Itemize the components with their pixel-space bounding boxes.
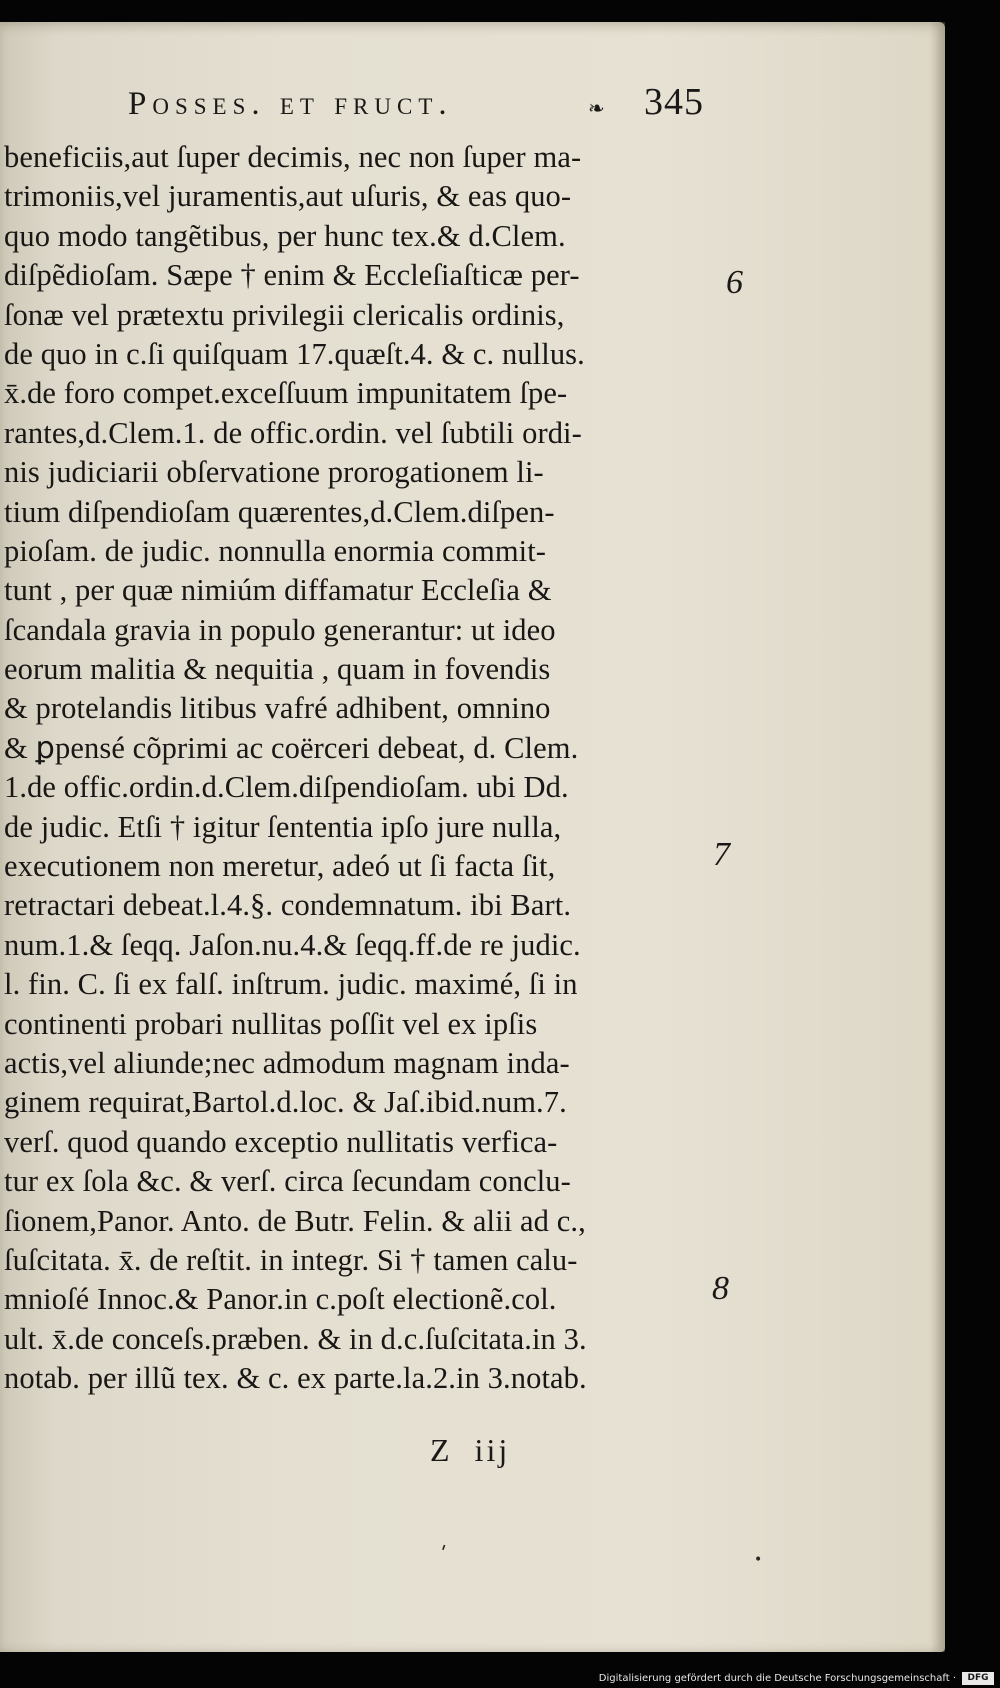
text-line: verſ. quod quando exceptio nullitatis verfica- <box>4 1124 558 1159</box>
text-line: de judic. Etſi † igitur ſententia ipſo jure nulla, <box>4 809 562 844</box>
digitization-credit: Digitalisierung gefördert durch die Deutsche Forschungsgemeinschaft · <box>598 1673 956 1684</box>
body-text <box>4 138 704 1399</box>
text-line: l. fin. C. ſi ex falſ. inſtrum. judic. maximé, ſi in <box>4 967 578 1002</box>
text-line: tur ex ſola &c. & verſ. circa ſecundam conclu- <box>4 1164 571 1199</box>
text-line: actis,vel aliunde;nec admodum magnam inda- <box>4 1045 570 1080</box>
text-line: ginem requirat,Bartol.d.loc. & Jaſ.ibid.num.7. <box>4 1085 567 1120</box>
text-line: executionem non meretur, adeó ut ſi facta ſit, <box>4 849 556 884</box>
text-line: de quo in c.ſi quiſquam 17.quæſt.4. & c. nullus. <box>4 336 585 371</box>
ornament-icon: ❧ <box>588 96 605 120</box>
text-line: beneficiis,aut ſuper decimis, nec non ſuper ma- <box>4 140 582 174</box>
page-number: 345 <box>644 81 704 123</box>
text-line: mnioſé Innoc.& Panor.in c.poſt electionẽ.col. <box>4 1282 557 1317</box>
text-line: continenti probari nullitas poſſit vel ex ipſis <box>4 1006 538 1041</box>
text-line: ſonæ vel prætextu privilegii clericalis ordinis, <box>4 297 565 332</box>
text-line: rantes,d.Clem.1. de offic.ordin. vel ſubtili ordi- <box>4 415 582 450</box>
signature-mark <box>430 1432 532 1469</box>
text-line: pioſam. de judic. nonnulla enormia commit- <box>4 533 547 568</box>
text-line: x̄.de foro compet.exceſſuum impunitatem ſpe- <box>4 376 568 411</box>
margin-number-8: 8 <box>712 1270 729 1307</box>
running-title: Posses. et fruct. <box>128 86 453 122</box>
text-line: nis judiciarii obſervatione prorogationem li- <box>4 455 544 490</box>
text-line: ſuſcitata. x̄. de reſtit. in integr. Si † tamen calu- <box>4 1242 578 1277</box>
text-line: trimoniis,vel juramentis,aut uſuris, & eas quo- <box>4 179 572 214</box>
page-edge <box>930 22 945 1652</box>
text-line: quo modo tangẽtibus, per hunc tex.& d.Clem. <box>4 218 566 253</box>
text-line: & protelandis litibus vafré adhibent, omnino <box>4 691 551 726</box>
text-line: ult. x̄.de conceſs.præben. & in d.c.ſuſcitata.in 3. <box>4 1321 587 1356</box>
text-line: num.1.& ſeqq. Jaſon.nu.4.& ſeqq.ff.de re judic. <box>4 927 581 962</box>
text-line: tunt , per quæ nimiúm diffamatur Eccleſia & <box>4 573 552 608</box>
text-line: 1.de offic.ordin.d.Clem.diſpendioſam. ubi Dd. <box>4 770 569 805</box>
text-line: & ꝑpensé cõprimi ac coërceri debeat, d. Clem. <box>4 730 579 765</box>
text-line: ſionem,Panor. Anto. de Butr. Felin. & alii ad c., <box>4 1203 586 1238</box>
margin-number-6: 6 <box>726 264 743 301</box>
text-line: notab. per illũ tex. & c. ex parte.la.2.in 3.notab. <box>4 1361 587 1396</box>
ink-speck: ˈ <box>433 1541 449 1568</box>
margin-number-7: 7 <box>713 836 730 873</box>
signature-number: iij <box>474 1432 511 1468</box>
text-line: retractari debeat.l.4.§. condemnatum. ibi Bart. <box>4 888 572 923</box>
signature-letter: Z <box>430 1432 453 1468</box>
ink-dot: • <box>754 1552 763 1568</box>
text-line: diſpẽdioſam. Sæpe † enim & Eccleſiaſticæ per- <box>4 258 580 293</box>
dfg-logo: DFG <box>962 1672 994 1685</box>
text-line: ſcandala gravia in populo generantur: ut ideo <box>4 612 556 647</box>
text-line: eorum malitia & nequitia , quam in fovendis <box>4 652 551 687</box>
text-line: tium diſpendioſam quærentes,d.Clem.diſpen- <box>4 494 555 529</box>
